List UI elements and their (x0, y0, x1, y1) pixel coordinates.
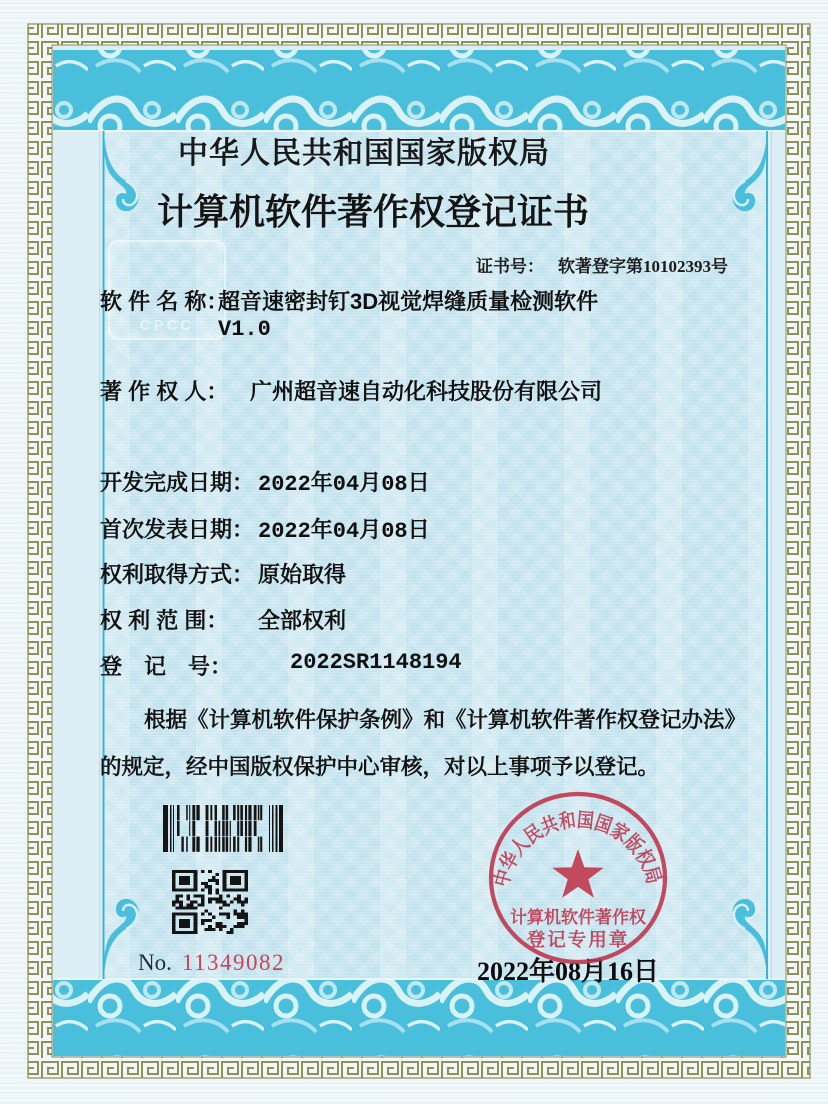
authority-title: 中华人民共和国国家版权局 (178, 137, 550, 170)
star-icon (552, 849, 603, 898)
first-publication-date-label: 首次发表日期： (100, 517, 255, 542)
field-row-software-version (0, 317, 828, 347)
corner-flourish-bottom-right (733, 899, 768, 979)
field-row-rights-scope (0, 604, 828, 634)
greek-key-border-bottom (28, 1057, 810, 1078)
rights-scope-label: 权 利 范 围： (100, 608, 229, 633)
field-row-copyright-owner (0, 375, 828, 405)
issue-date: 2022年08月16日 (477, 957, 660, 986)
software-name-label: 软 件 名 称： (100, 289, 229, 314)
qr-code (172, 870, 248, 934)
floral-band-bottom (53, 980, 785, 1056)
certificate-number-value: 软著登字第10102393号 (558, 257, 728, 276)
registration-statement: 根据《计算机软件保护条例》和《计算机软件著作权登记办法》的规定，经中国版权保护中心审核，对以上事项予以登记。 (100, 708, 747, 779)
field-row-rights-acquisition (0, 558, 828, 588)
software-version-value: V1.0 (218, 317, 271, 342)
certificate-title: 计算机软件著作权登记证书 (157, 192, 590, 232)
corner-flourish-top-left (104, 131, 139, 211)
floral-band-top (53, 50, 785, 130)
software-name-value: 超音速密封钉3D视觉焊缝质量检测软件 (218, 289, 599, 314)
greek-key-border-top (28, 24, 810, 45)
field-row-first-publication-date (0, 513, 828, 543)
registration-no-value: 2022SR1148194 (290, 650, 462, 675)
field-row-dev-completion-date (0, 466, 828, 496)
dev-completion-date-value: 2022年04月08日 (258, 472, 430, 497)
rights-scope-value: 全部权利 (258, 608, 347, 633)
corner-flourish-bottom-left (104, 899, 139, 979)
registration-no-label: 登 记 号： (100, 654, 233, 679)
certificate-number-label: 证书号： (476, 257, 544, 276)
serial-number: 11349082 (181, 950, 286, 975)
dev-completion-date-label: 开发完成日期： (100, 470, 255, 495)
greek-key-border-right (786, 24, 810, 1078)
copyright-owner-value: 广州超音速自动化科技股份有限公司 (250, 379, 603, 404)
seal-line1: 计算机软件著作权 (510, 908, 646, 927)
seal-line2: 登记专用章 (526, 929, 630, 950)
barcode (163, 805, 283, 852)
serial-number-line (138, 950, 285, 976)
field-row-software-name (0, 285, 828, 315)
rights-acquisition-label: 权利取得方式： (100, 562, 255, 587)
rights-acquisition-value: 原始取得 (258, 562, 347, 587)
copyright-owner-label: 著 作 权 人： (100, 379, 229, 404)
greek-key-border-left (28, 24, 52, 1078)
serial-prefix: No. (138, 950, 172, 975)
certificate-number-line (476, 252, 728, 277)
official-seal (472, 772, 684, 984)
field-row-registration-no (0, 650, 828, 680)
seal-ring-text: 中华人民共和国国家版权局 (490, 809, 666, 890)
corner-flourish-top-right (733, 131, 768, 211)
embossed-seal-text: CPCC (139, 317, 195, 334)
first-publication-date-value: 2022年04月08日 (258, 519, 430, 544)
